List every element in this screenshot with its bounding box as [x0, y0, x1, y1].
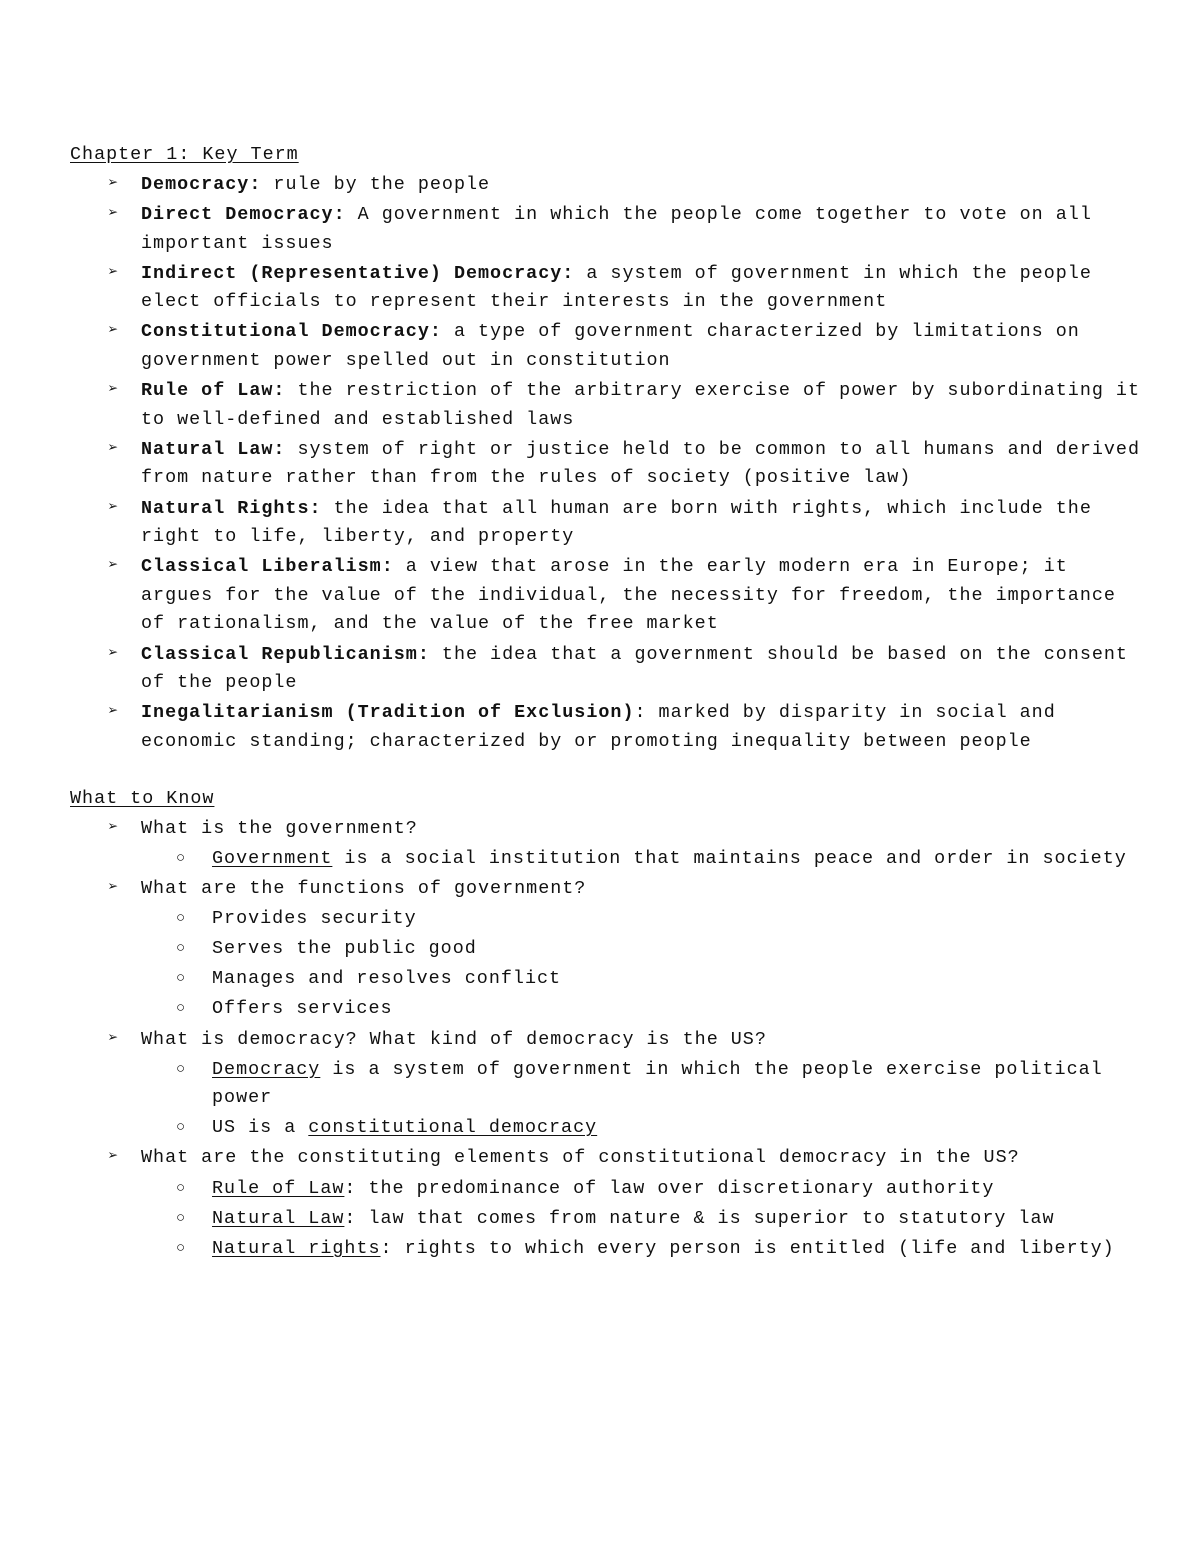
circle-bullet-icon: ○ — [176, 1239, 187, 1257]
term-label: Constitutional Democracy: — [141, 321, 442, 343]
answer-key-word: constitutional democracy — [308, 1117, 598, 1139]
answer-item — [70, 845, 1140, 874]
answer-text: Serves the public good — [212, 938, 477, 960]
key-term-item — [70, 641, 1140, 698]
section-spacer — [70, 758, 1140, 785]
answer-key-word: Government — [212, 847, 333, 869]
question-text: What are the constituting elements of constitutional democracy in the US? — [141, 1147, 1020, 1169]
arrow-bullet-icon: ➢ — [108, 381, 120, 401]
arrow-bullet-icon: ➢ — [108, 557, 120, 577]
arrow-bullet-icon: ➢ — [108, 439, 120, 459]
key-term-item — [70, 699, 1140, 756]
question-list — [70, 875, 1140, 904]
term-label: Democracy: — [141, 174, 262, 195]
key-term-item — [70, 260, 1140, 317]
question-list — [70, 815, 1140, 844]
answer-item — [70, 1114, 1140, 1143]
answer-text: Provides security — [212, 908, 417, 930]
term-definition: A government in which the people come together to vote on all important issues — [141, 204, 1092, 254]
arrow-bullet-icon: ➢ — [108, 879, 120, 899]
answer-list — [70, 905, 1140, 1024]
answer-item — [70, 1205, 1140, 1234]
arrow-bullet-icon: ➢ — [108, 498, 120, 518]
answer-item — [70, 1175, 1140, 1204]
arrow-bullet-icon: ➢ — [108, 205, 120, 225]
question-item — [70, 875, 1140, 904]
answer-list — [70, 1175, 1140, 1264]
key-term-item — [70, 171, 1140, 200]
key-term-list — [70, 171, 1140, 756]
term-definition: the idea that a government should be based on the consent of the people — [141, 643, 1128, 694]
question-item — [70, 1026, 1140, 1055]
term-definition: : marked by disparity in social and economic standing; characterized by or promoting inequality between people — [141, 702, 1056, 752]
term-definition: a type of government characterized by limitations on government power spelled out in constitution — [141, 321, 1080, 372]
answer-key-word: Democracy — [212, 1058, 321, 1080]
answer-key-word: Natural Law — [212, 1207, 345, 1229]
question-list — [70, 1026, 1140, 1055]
circle-bullet-icon: ○ — [176, 1060, 187, 1078]
key-term-item — [70, 377, 1140, 434]
circle-bullet-icon: ○ — [176, 1179, 187, 1197]
arrow-bullet-icon: ➢ — [108, 644, 120, 664]
answer-item — [70, 1235, 1140, 1264]
key-term-item — [70, 495, 1140, 552]
answer-list — [70, 1056, 1140, 1143]
question-text: What is democracy? What kind of democracy is the US? — [141, 1028, 767, 1050]
term-label: Indirect (Representative) Democracy: — [141, 262, 575, 284]
arrow-bullet-icon: ➢ — [108, 1148, 120, 1168]
arrow-bullet-icon: ➢ — [108, 175, 120, 194]
term-label: Natural Rights: — [141, 497, 322, 519]
answer-text: US is a — [212, 1117, 309, 1139]
arrow-bullet-icon: ➢ — [108, 263, 120, 283]
question-item — [70, 1144, 1140, 1173]
question-item — [70, 815, 1140, 844]
answer-key-word: Natural rights — [212, 1237, 381, 1259]
term-label: Natural Law: — [141, 438, 286, 460]
circle-bullet-icon: ○ — [176, 1209, 187, 1227]
key-term-item — [70, 318, 1140, 375]
circle-bullet-icon: ○ — [176, 849, 187, 867]
term-definition: the idea that all human are born with rights, which include the right to life, liberty, and property — [141, 497, 1092, 548]
arrow-bullet-icon: ➢ — [108, 1029, 120, 1049]
answer-item — [70, 1056, 1140, 1113]
circle-bullet-icon: ○ — [176, 1000, 187, 1018]
term-label: Rule of Law: — [141, 380, 286, 402]
term-label: Direct Democracy: — [141, 204, 346, 226]
term-definition: system of right or justice held to be common to all humans and derived from nature rather than from the rules of society (positive law) — [141, 438, 1141, 489]
answer-text: is a social institution that maintains peace and order in society — [332, 847, 1127, 869]
term-definition: rule by the people — [261, 174, 491, 195]
term-label: Classical Liberalism: — [141, 556, 394, 578]
term-definition: a view that arose in the early modern era in Europe; it argues for the value of the individual, the necessity for freedom, the importance of rationalism, and the value of the free market — [141, 556, 1116, 635]
arrow-bullet-icon: ➢ — [108, 818, 120, 838]
answer-text: : rights to which every person is entitled (life and liberty) — [380, 1237, 1115, 1259]
answer-text: : the predominance of law over discretionary authority — [344, 1177, 995, 1199]
arrow-bullet-icon: ➢ — [108, 322, 120, 342]
term-definition: the restriction of the arbitrary exercise of power by subordinating it to well-defined and established laws — [141, 380, 1141, 430]
answer-item — [70, 935, 1140, 964]
arrow-bullet-icon: ➢ — [108, 703, 120, 723]
answer-item — [70, 995, 1140, 1024]
answer-item — [70, 905, 1140, 934]
answer-item — [70, 965, 1140, 994]
answer-text: Offers services — [212, 998, 393, 1020]
question-list — [70, 1144, 1140, 1173]
key-term-item — [70, 201, 1140, 258]
term-label: Classical Republicanism: — [141, 643, 430, 665]
key-term-item — [70, 436, 1140, 493]
answer-text: Manages and resolves conflict — [212, 968, 562, 990]
circle-bullet-icon: ○ — [176, 970, 187, 988]
key-term-item — [70, 553, 1140, 639]
question-text: What are the functions of government? — [141, 878, 587, 900]
chapter-heading: Chapter 1: Key Term — [70, 144, 299, 165]
answer-text: is a system of government in which the people exercise political power — [212, 1058, 1103, 1109]
term-label: Inegalitarianism (Tradition of Exclusion) — [141, 702, 635, 724]
question-text: What is the government? — [141, 817, 418, 839]
answer-list — [70, 845, 1140, 874]
answer-text: : law that comes from nature & is superior to statutory law — [344, 1207, 1055, 1229]
term-definition: a system of government in which the people elect officials to represent their interests in the government — [141, 262, 1092, 313]
circle-bullet-icon: ○ — [176, 910, 187, 928]
what-to-know-heading: What to Know — [70, 787, 215, 809]
document-page — [70, 141, 1140, 1265]
circle-bullet-icon: ○ — [176, 940, 187, 958]
circle-bullet-icon: ○ — [176, 1119, 187, 1137]
answer-key-word: Rule of Law — [212, 1177, 345, 1199]
